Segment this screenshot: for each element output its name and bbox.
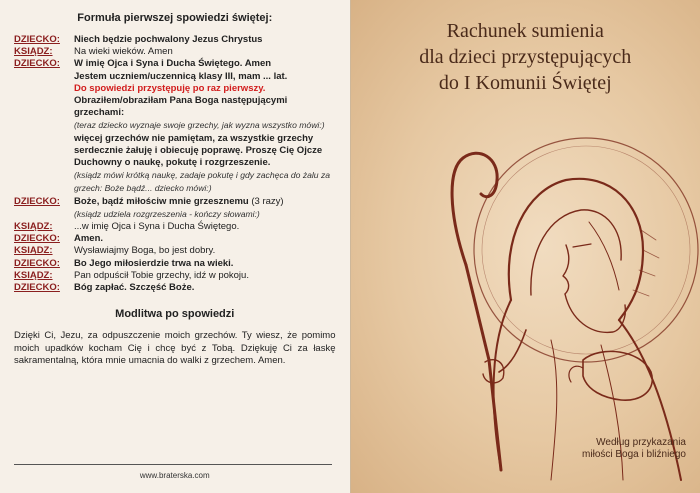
dialogue-text: Wysławiajmy Boga, bo jest dobry.	[74, 245, 216, 257]
instruction-note: (teraz dziecko wyznaje swoje grzechy, jak wyzna wszystko mówi:)	[74, 120, 325, 131]
dialogue-text: więcej grzechów nie pamiętam, za wszystkie grzechy serdecznie żałuję i obiecuję poprawę. Proszę Cię Ojcze Duchowny o naukę, pokutę i rozgrzeszenie.	[74, 132, 323, 169]
dialogue-text: Jestem uczniem/uczennicą klasy III, mam ... lat.	[74, 70, 288, 82]
dialogue-text: Amen.	[74, 233, 104, 245]
hair	[589, 222, 619, 290]
dialogue-row	[14, 221, 336, 233]
first-confession-note: Do spowiedzi przystępuję po raz pierwszy.	[74, 82, 266, 94]
cover-caption	[582, 437, 686, 461]
dialogue-row	[14, 46, 336, 58]
prayer-title: Modlitwa po spowiedzi	[115, 308, 235, 321]
dialogue-text: Na wieki wieków. Amen	[74, 46, 173, 58]
dialogue-row	[14, 196, 336, 221]
dialogue-text: Obraziłem/obraziłam Pana Boga następującymi grzechami:	[74, 95, 288, 119]
sheep	[583, 351, 652, 400]
role-priest: KSIĄDZ:	[14, 46, 53, 58]
role-priest: KSIĄDZ:	[14, 221, 53, 233]
cover-title-line: Rachunek sumienia	[446, 20, 604, 42]
cover-page	[350, 0, 700, 493]
hood-inner	[530, 210, 620, 295]
cover-title	[351, 18, 700, 96]
dialogue-row	[14, 34, 336, 46]
eye-line	[573, 244, 591, 247]
role-priest: KSIĄDZ:	[14, 269, 53, 281]
caption-line: Według przykazania	[596, 437, 686, 448]
halo-inner-circle	[482, 146, 690, 354]
robe-left	[493, 300, 510, 470]
caption-line: miłości Boga i bliźniego	[582, 449, 686, 460]
role-child: DZIECKO:	[14, 282, 60, 294]
face-profile	[563, 245, 569, 294]
halo-circle	[474, 138, 698, 362]
dialogue-row	[14, 233, 336, 245]
dialogue-row	[14, 58, 336, 195]
dialogue-text: Bo Jego miłosierdzie trwa na wieki.	[74, 257, 234, 269]
hood-outline	[508, 179, 642, 320]
dialogue-text: ...w imię Ojca i Syna i Ducha Świętego.	[74, 221, 240, 233]
dialogue-block	[74, 58, 336, 195]
dialogue-text: Niech będzie pochwalony Jezus Chrystus	[74, 34, 263, 45]
dialogue-text: Bóg zapłać. Szczęść Boże.	[74, 282, 195, 294]
prayer-text: Dzięki Ci, Jezu, za odpuszczenie moich grzechów. Ty wiesz, że pomimo moich upadków kocham Cię i chcę być z Tobą. Dziękuję Ci za łaskę sakramentalną, która mnie umacnia do walki z grzechem. Amen.	[14, 330, 336, 367]
instruction-note: (ksiądz udziela rozgrzeszenia - kończy słowami:)	[74, 208, 260, 219]
footer-url: www.braterska.com	[139, 471, 210, 480]
dialogue-block	[74, 196, 336, 221]
dialogue-row	[14, 270, 336, 282]
repeat-note: (3 razy)	[251, 195, 284, 207]
role-child: DZIECKO:	[14, 195, 60, 207]
role-child: DZIECKO:	[14, 58, 60, 70]
dialogue-row	[14, 245, 336, 257]
role-child: DZIECKO:	[14, 257, 60, 269]
dialogue-text: Boże, bądź miłościw mnie grzesznemu	[74, 195, 249, 207]
robe-fold	[551, 340, 557, 480]
beard	[565, 294, 625, 332]
dialogue-text: Pan odpuścił Tobie grzechy, idź w pokoju.	[74, 269, 249, 281]
role-child: DZIECKO:	[14, 233, 60, 245]
role-priest: KSIĄDZ:	[14, 245, 53, 257]
role-child: DZIECKO:	[14, 34, 60, 45]
footer-divider	[14, 464, 332, 465]
confession-formula-title: Formuła pierwszej spowiedzi świętej:	[77, 12, 273, 24]
dialogue-row	[14, 258, 336, 270]
cover-title-line: do I Komunii Świętej	[438, 72, 612, 94]
instruction-note: (ksiądz mówi krótką naukę, zadaje pokutę i gdy zachęca do żalu za grzech: Boże bądź... dziecko mówi:)	[74, 170, 331, 194]
sheep-head	[568, 366, 582, 382]
dialogue-text: W imię Ojca i Syna i Ducha Świętego. Amen	[74, 58, 272, 70]
dialogue-row	[14, 282, 336, 294]
cover-title-line: dla dzieci przystępujących	[419, 46, 632, 68]
